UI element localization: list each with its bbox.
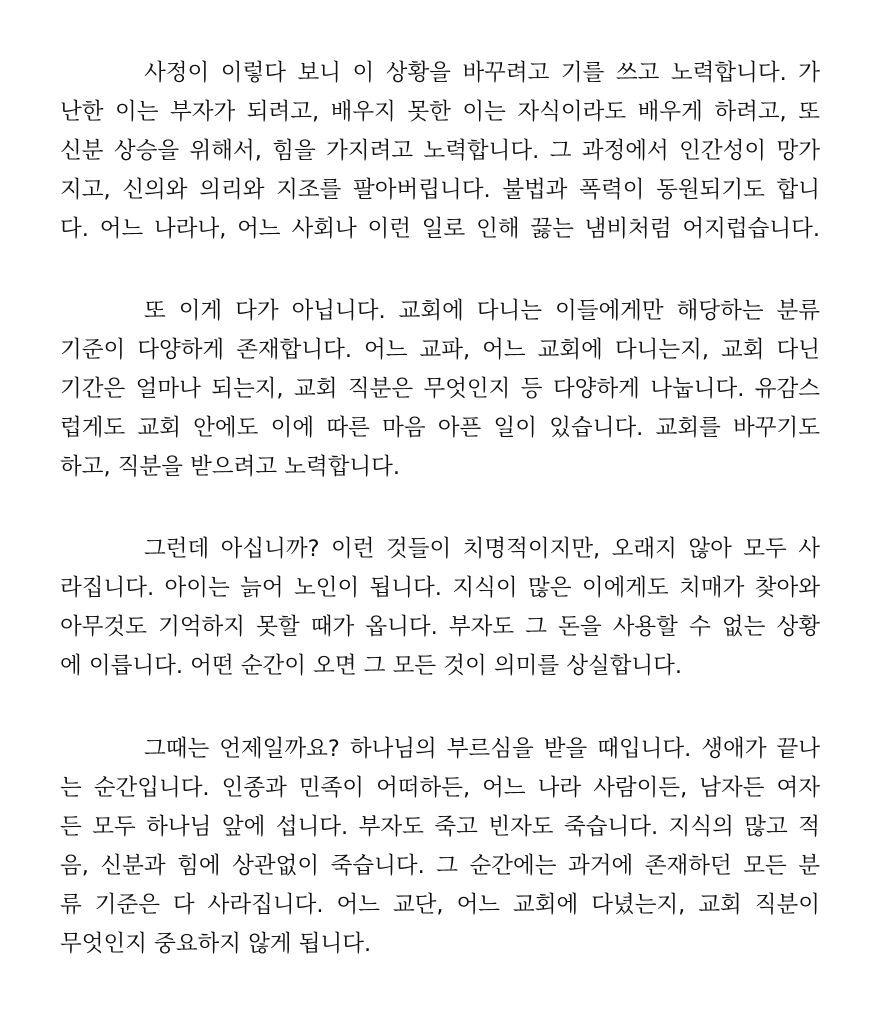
paragraph-line: 럽게도 교회 안에도 이에 따른 마음 아픈 일이 있습니다. 교회를 바꾸기도 xyxy=(60,415,820,441)
paragraph-line: 무엇인지 중요하지 않게 됩니다. xyxy=(60,931,372,957)
paragraph-line: 류 기준은 다 사라집니다. 어느 교단, 어느 교회에 다녔는지, 교회 직분이 xyxy=(60,892,820,918)
paragraph-line: 음, 신분과 힘에 상관없이 죽습니다. 그 순간에는 과거에 존재하던 모든 분 xyxy=(60,853,820,879)
paragraph-3 xyxy=(60,530,820,686)
paragraph-line: 에 이릅니다. 어떤 순간이 오면 그 모든 것이 의미를 상실합니다. xyxy=(60,653,683,679)
paragraph-2 xyxy=(60,292,820,487)
paragraph-line: 기준이 다양하게 존재합니다. 어느 교파, 어느 교회에 다니는지, 교회 다닌 xyxy=(60,337,820,363)
paragraph-line: 또 이게 다가 아닙니다. 교회에 다니는 이들에게만 해당하는 분류 xyxy=(144,298,820,324)
paragraph-line: 사정이 이렇다 보니 이 상황을 바꾸려고 기를 쓰고 노력합니다. 가 xyxy=(144,60,820,86)
paragraph-line: 라집니다. 아이는 늙어 노인이 됩니다. 지식이 많은 이에게도 치매가 찾아와 xyxy=(60,575,820,601)
paragraph-line: 는 순간입니다. 인종과 민족이 어떠하든, 어느 나라 사람이든, 남자든 여자 xyxy=(60,775,820,801)
paragraph-line: 신분 상승을 위해서, 힘을 가지려고 노력합니다. 그 과정에서 인간성이 망가 xyxy=(60,138,820,164)
paragraph-line: 다. 어느 나라나, 어느 사회나 이런 일로 인해 끓는 냄비처럼 어지럽습니다. xyxy=(60,216,820,242)
paragraph-line: 지고, 신의와 의리와 지조를 팔아버립니다. 불법과 폭력이 동원되기도 합니 xyxy=(60,177,820,203)
paragraph-4 xyxy=(60,730,820,964)
paragraph-line: 그런데 아십니까? 이런 것들이 치명적이지만, 오래지 않아 모두 사 xyxy=(144,536,820,562)
paragraph-line: 그때는 언제일까요? 하나님의 부르심을 받을 때입니다. 생애가 끝나 xyxy=(144,736,820,762)
paragraph-line: 난한 이는 부자가 되려고, 배우지 못한 이는 자식이라도 배우게 하려고, 또 xyxy=(60,99,820,125)
paragraph-line: 기간은 얼마나 되는지, 교회 직분은 무엇인지 등 다양하게 나눕니다. 유감스 xyxy=(60,376,820,402)
paragraph-line: 든 모두 하나님 앞에 섭니다. 부자도 죽고 빈자도 죽습니다. 지식의 많고 적 xyxy=(60,814,820,840)
paragraph-line: 하고, 직분을 받으려고 노력합니다. xyxy=(60,454,401,480)
paragraph-1 xyxy=(60,54,820,249)
paragraph-line: 아무것도 기억하지 못할 때가 옵니다. 부자도 그 돈을 사용할 수 없는 상황 xyxy=(60,614,820,640)
